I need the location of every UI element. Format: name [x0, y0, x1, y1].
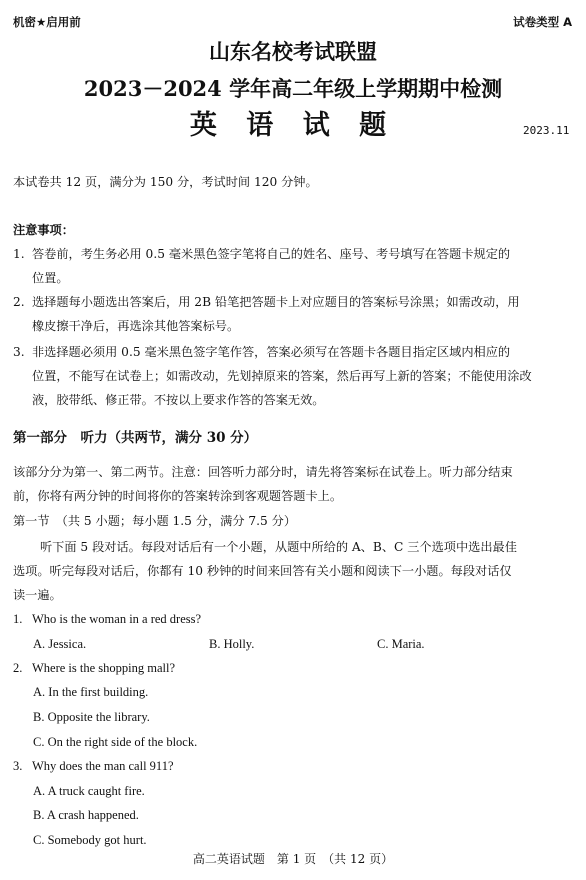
note-text: 选择题每小题选出答案后，用 2B 铅笔把答题卡上对应题目的答案标号涂黑；如需改动，用: [32, 295, 520, 309]
question-text: Where is the shopping mall?: [32, 661, 176, 675]
question-text: Why does the man call 911?: [32, 759, 174, 773]
note-number: 2.: [13, 295, 25, 309]
note-text: 非选择题必须用 0.5 毫米黑色签字笔作答，答案必须写在答题卡各题目指定区域内相应的: [32, 345, 511, 359]
answer-option: C. On the right side of the block.: [33, 735, 198, 749]
part-heading: 第一部分 听力（共两节，满分 30 分）: [13, 430, 258, 446]
answer-option: B. A crash happened.: [33, 808, 139, 822]
answer-option: A. Jessica.: [33, 637, 87, 651]
answer-option: B. Opposite the library.: [33, 710, 150, 724]
part-description: 该部分分为第一、第二两节。注意：回答听力部分时，请先将答案标在试卷上。听力部分结束: [13, 465, 513, 479]
note-text: 答卷前，考生务必用 0.5 毫米黑色签字笔将自己的姓名、座号、考号填写在答题卡规定的: [32, 247, 511, 261]
exam-term-title: 2023－2024 学年高二年级上学期期中检测: [83, 76, 503, 101]
answer-option: A. In the first building.: [33, 685, 149, 699]
subject-title: 英 语 试 题: [189, 110, 397, 141]
section-instructions: 选项。听完每段对话后，你都有 10 秒钟的时间来回答有关小题和阅读下一小题。每段对话仅: [13, 564, 512, 578]
note-text: 位置，不能写在试卷上；如需改动，先划掉原来的答案，然后再写上新的答案；不能使用涂改: [32, 369, 532, 383]
note-text: 液，胶带纸、修正带。不按以上要求作答的答案无效。: [32, 393, 325, 407]
answer-option: C. Maria.: [377, 637, 425, 651]
section-instructions: 听下面 5 段对话。每段对话后有一个小题，从题中所给的 A、B、C 三个选项中选出最佳: [40, 540, 517, 554]
notes-heading: 注意事项：: [13, 223, 74, 237]
question-number: 2.: [13, 661, 23, 675]
note-text: 位置。: [32, 271, 69, 285]
answer-option: A. A truck caught fire.: [33, 784, 145, 798]
question-text: Who is the woman in a red dress?: [32, 612, 202, 626]
paper-type-label: 试卷类型 A: [513, 15, 572, 29]
paper-intro: 本试卷共 12 页，满分为 150 分，考试时间 120 分钟。: [13, 175, 318, 189]
exam-date: 2023.11: [523, 124, 570, 137]
section-heading: 第一节 （共 5 小题；每小题 1.5 分，满分 7.5 分）: [13, 514, 297, 528]
answer-option: B. Holly.: [209, 637, 255, 651]
answer-option: C. Somebody got hurt.: [33, 833, 147, 847]
page-footer: 高二英语试题 第 1 页 （共 12 页）: [192, 852, 394, 866]
exam-org-title: 山东名校考试联盟: [209, 39, 377, 64]
part-description: 前，你将有两分钟的时间将你的答案转涂到客观题答题卡上。: [13, 489, 343, 503]
note-text: 橡皮擦干净后，再选涂其他答案标号。: [32, 319, 240, 333]
confidential-label: 机密★启用前: [13, 15, 81, 29]
section-instructions: 读一遍。: [13, 588, 62, 602]
question-number: 1.: [13, 612, 23, 626]
note-number: 3.: [13, 345, 25, 359]
note-number: 1.: [13, 247, 25, 261]
question-number: 3.: [13, 759, 23, 773]
